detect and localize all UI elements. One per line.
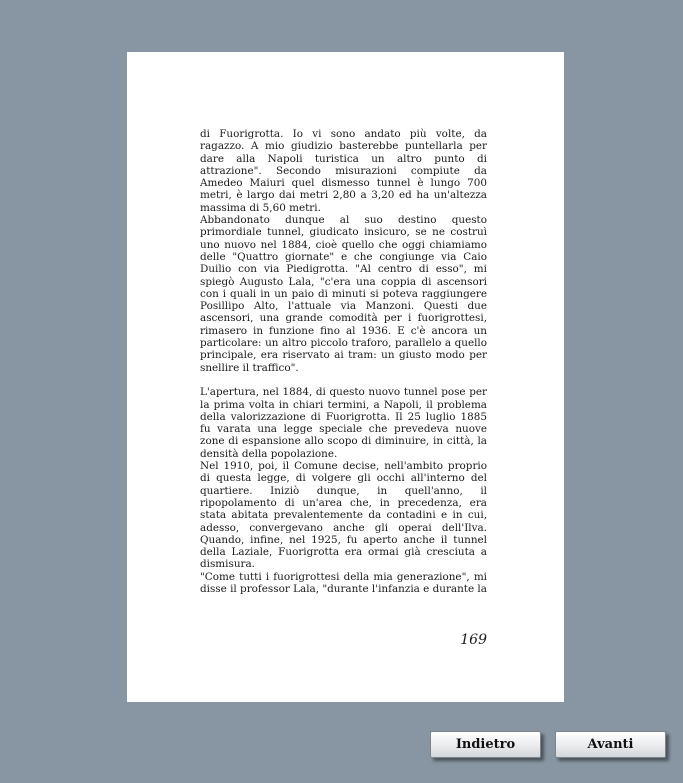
paragraph: Nel 1910, poi, il Comune decise, nell'ambito proprio di questa legge, di volgere gli occhi all'interno del quartiere. Iniziò dunque, in quell'anno, il ripopolamento di un'area che, in precedenza, era stata abitata prevalentemente da contadini e in cui, adesso, convergevano anche gli operai dell'Ilva. Quando, infine, nel 1925, fu aperto anche il tunnel della Laziale, Fuorigrotta era ormai già cresciuta a dismisura. bbox=[200, 460, 487, 571]
back-button[interactable]: Indietro bbox=[430, 731, 541, 758]
book-page bbox=[127, 52, 564, 702]
paragraph: Abbandonato dunque al suo destino questo primordiale tunnel, giudicato insicuro, se ne costruì uno nuovo nel 1884, cioè quello che oggi chiamiamo delle "Quattro giornate" e che congiunge via Caio Duilio con via Piedigrotta. "Al centro di esso", mi spiegò Augusto Lala, "c'era una coppia di ascensori con i quali in un paio di minuti si poteva raggiungere Posillipo Alto, l'attuale via Manzoni. Questi due ascensori, una grande comodità per i fuorigrottesi, rimasero in funzione fino al 1936. E c'è ancora un particolare: un altro piccolo traforo, parallelo a quello principale, era riservato ai tram: un giusto modo per snellire il traffico". bbox=[200, 214, 487, 374]
next-button[interactable]: Avanti bbox=[555, 731, 666, 758]
paragraph: L'apertura, nel 1884, di questo nuovo tunnel pose per la prima volta in chiari termini, a Napoli, il problema della valorizzazione di Fuorigrotta. Il 25 luglio 1885 fu varata una legge speciale che prevedeva nuove zone di espansione allo scopo di diminuire, in città, la densità della popolazione. bbox=[200, 386, 487, 460]
page-number: 169 bbox=[460, 632, 487, 648]
paragraph: "Come tutti i fuorigrottesi della mia generazione", mi disse il professor Lala, "durante l'infanzia e durante la bbox=[200, 570, 487, 595]
page-text bbox=[200, 128, 487, 595]
paragraph: di Fuorigrotta. Io vi sono andato più volte, da ragazzo. A mio giudizio basterebbe puntellarla per dare alla Napoli turistica un altro punto di attrazione". Secondo misurazioni compiute da Amedeo Maiuri quel dismesso tunnel è lungo 700 metri, è largo dai metri 2,80 a 3,20 ed ha un'altezza massima di 5,60 metri. bbox=[200, 128, 487, 214]
